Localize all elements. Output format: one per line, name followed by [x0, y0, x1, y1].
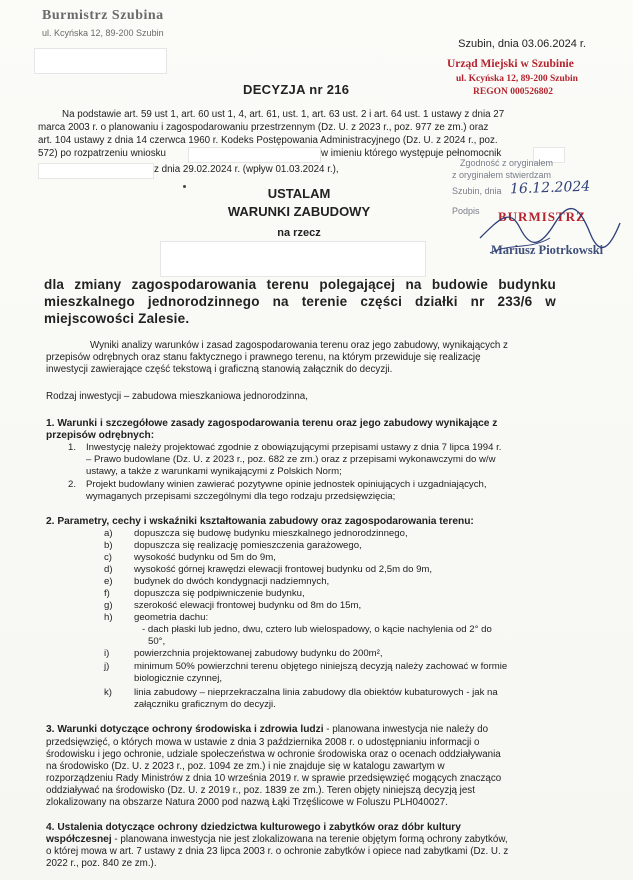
section-4-heading-1: 4. Ustalenia dotyczące ochrony dziedzictwa kulturowego i zabytków oraz dóbr kultury [46, 822, 461, 833]
section-3-line-6: oddziaływać na środowisko (Dz. U. z 2019 r., poz. 1839 ze zm.). Teren objęty niniejszą decyzją jest [46, 785, 475, 796]
signature-role: BURMISTRZ [498, 209, 586, 224]
section-3-line-3: środowisku i jego ochronie, udziale społeczeństwa w ochronie środowiska oraz o ocenach oddziaływania [46, 749, 501, 760]
item-j-letter: j) [104, 661, 110, 672]
section-4-line-2 [46, 834, 566, 846]
item-f-letter: f) [104, 588, 110, 599]
item-h-roof-line-2: 50°, [148, 636, 166, 647]
signature-name: Mariusz Piotrkowski [491, 243, 604, 257]
section-4-line-3: o której mowa w art. 7 ustawy z dnia 23 lipca 2003 r. o ochronie zabytków i opiece nad zabytkami (Dz. U. z [46, 846, 509, 857]
section-1-item-1-line-1: Inwestycję należy projektować zgodnie z obowiązującymi przepisami ustawy z dnia 7 lipca 1994 r. [86, 442, 502, 453]
heading-na-rzecz: na rzecz [277, 227, 321, 239]
item-i-text: powierzchnia projektowanej zabudowy budynku do 200m², [134, 648, 383, 659]
section-4-line-2-text: - planowana inwestycja nie jest zlokalizowana na terenie objętym formą ochrony zabytków, [111, 834, 508, 845]
item-f-text: dopuszcza się podpiwniczenie budynku, [134, 588, 305, 599]
section-3-line-2: przedsięwzięć, o których mowa w ustawie z dnia 3 października 2008 r. o udostępnianiu informacji o [46, 737, 480, 748]
item-e-text: budynek do dwóch kondygnacji nadziemnych, [134, 576, 330, 587]
redaction-box [34, 48, 167, 74]
item-k-text: linia zabudowy – nieprzekraczalna linia zabudowy dla obiektów kubaturowych - jak na [134, 687, 498, 698]
intro-line-4b: w imieniu którego występuje pełnomocnik [321, 148, 502, 159]
item-e-letter: e) [104, 576, 113, 587]
copy-stamp-date-label: Szubin, dnia [452, 186, 502, 196]
item-c-text: wysokość budynku od 5m do 9m, [134, 552, 276, 563]
item-g-text: szerokość elewacji frontowej budynku od 8m do 15m, [134, 600, 362, 611]
decision-subject: dla zmiany zagospodarowania terenu polegającej na budowie budynku mieszkalnego jednorodzinnego na terenie części działki nr 233/6 w miejscowości Zalesie. [44, 277, 556, 326]
copy-stamp-line-1: Zgodność z oryginałem [460, 158, 554, 168]
copy-stamp-line-2: z oryginałem stwierdzam [452, 170, 552, 180]
analysis-line-2: przepisów odrębnych oraz stanu faktycznego i prawnego terenu, na którym przewiduje się realizację [46, 352, 481, 363]
section-1-heading-1: 1. Warunki i szczegółowe zasady zagospodarowania terenu oraz jego zabudowy wynikające z [46, 418, 498, 429]
section-3-line-1 [46, 724, 558, 736]
office-stamp-address: ul. Kcyńska 12, 89-200 Szubin [456, 74, 578, 84]
item-k-letter: k) [104, 687, 112, 698]
handwritten-signature [470, 198, 630, 258]
item-j-text-2: biologicznie czynnej, [134, 673, 222, 684]
item-d-text: wysokość górnej krawędzi elewacji frontowej budynku od 2,5m do 9m, [134, 564, 433, 575]
section-3-heading: 3. Warunki dotyczące ochrony środowiska i zdrowia ludzi [46, 724, 324, 735]
section-1-heading-2: przepisów odrębnych: [46, 430, 155, 441]
item-k-text-2: załączniku graficznym do decyzji. [134, 699, 276, 710]
item-a-text: dopuszcza się budowę budynku mieszkalnego jednorodzinnego, [134, 528, 408, 539]
section-4-line-4: 2022 r., poz. 840 ze zm.). [46, 858, 157, 869]
office-stamp-regon: REGON 000526802 [473, 87, 553, 97]
section-2-heading: 2. Parametry, cechy i wskaźniki kształtowania zabudowy oraz zagospodarowania terenu: [46, 516, 474, 527]
section-3-line-1-text: - planowana inwestycja nie należy do [323, 724, 489, 735]
copy-stamp-date-value: 16.12.2024 [509, 178, 591, 198]
section-1-item-1-line-3: ustawy, a także z warunkami wynikającymi z Polskich Norm; [86, 466, 342, 477]
section-1-item-1-num: 1. [68, 442, 77, 453]
item-i-letter: i) [104, 648, 110, 659]
item-a-letter: a) [104, 528, 113, 539]
item-j-text: minimum 50% powierzchni terenu objętego niniejszą decyzją należy zachować w formie [134, 661, 508, 672]
issuer-title: Burmistrz Szubina [42, 8, 164, 23]
item-c-letter: c) [104, 552, 112, 563]
item-d-letter: d) [104, 564, 113, 575]
section-3-line-4: na środowisko (Dz. U. z 2023 r., poz. 1094 ze zm.) i nie znajduje się w katalogu zawartym w [46, 761, 445, 772]
decorative-dot [183, 185, 186, 188]
intro-line-2: marca 2003 r. o planowaniu i zagospodarowaniu przestrzennym (Dz. U. z 2023 r., poz. 977 ze zm.) oraz [38, 122, 489, 133]
analysis-line-1: Wyniki analizy warunków i zasad zagospodarowania terenu oraz jego zabudowy, wynikających z [90, 340, 508, 351]
item-g-letter: g) [104, 600, 113, 611]
item-h-text: geometria dachu: [134, 612, 209, 623]
section-3-line-7: zlokalizowany na obszarze Natura 2000 pod nazwą Łąki Trzęślicowe w Foluszu PLH040027. [46, 797, 448, 808]
heading-warunki-zabudowy: WARUNKI ZABUDOWY [227, 204, 371, 219]
section-1-item-2-line-2: wymaganych przepisami szczególnymi dla tego rodzaju przedsięwzięcia; [86, 491, 396, 502]
item-b-text: dopuszcza się realizację pomieszczenia garażowego, [134, 540, 362, 551]
analysis-line-3: inwestycji zawierające część tekstową i graficzną stanowią załącznik do decyzji. [46, 364, 393, 375]
redaction-box [188, 147, 321, 163]
office-stamp-name: Urząd Miejski w Szubinie [447, 58, 574, 70]
item-h-letter: h) [104, 612, 113, 623]
copy-stamp-sign-label: Podpis [452, 206, 480, 216]
intro-line-1: Na podstawie art. 59 ust 1, art. 60 ust 1, 4, art. 61, ust. 1, art. 63 ust. 2 i art. 64 ust. 1 ustawy z dnia 27 [62, 109, 505, 120]
section-4-heading-2: współczesnej [46, 834, 112, 845]
intro-line-4a: 572) po rozpatrzeniu wniosku [38, 148, 166, 159]
item-b-letter: b) [104, 540, 113, 551]
section-1-item-2-line-1: Projekt budowlany winien zawierać pozytywne opinie jednostek opiniujących i uzgadniających, [86, 479, 487, 490]
intro-line-5: z dnia 29.02.2024 r. (wpływ 01.03.2024 r.), [154, 164, 339, 175]
heading-ustalam: USTALAM [267, 186, 331, 201]
redaction-box [38, 163, 154, 179]
item-h-roof-line-1: - dach płaski lub jedno, dwu, cztero lub wielospadowy, o kącie nachylenia od 2° do [142, 624, 492, 635]
section-1-item-2-num: 2. [68, 479, 77, 490]
decision-title: DECYZJA nr 216 [243, 82, 350, 97]
redaction-box [160, 241, 426, 277]
section-3-line-5: rozporządzeniu Rady Ministrów z dnia 10 września 2019 r. w sprawie przedsięwzięć mogących znacząco [46, 773, 502, 784]
investment-type: Rodzaj inwestycji – zabudowa mieszkaniowa jednorodzinna, [46, 391, 308, 402]
issuer-address: ul. Kcyńska 12, 89-200 Szubin [42, 28, 164, 38]
intro-line-3: art. 104 ustawy z dnia 14 czerwca 1960 r. Kodeks Postępowania Administracyjnego (Dz. U. z 2024 r., poz. [38, 135, 498, 146]
section-1-item-1-line-2: – Prawo budowlane (Dz. U. z 2023 r., poz. 682 ze zm.) oraz z przepisami wykonawczymi do w/w [86, 454, 496, 465]
place-date: Szubin, dnia 03.06.2024 r. [458, 38, 586, 50]
